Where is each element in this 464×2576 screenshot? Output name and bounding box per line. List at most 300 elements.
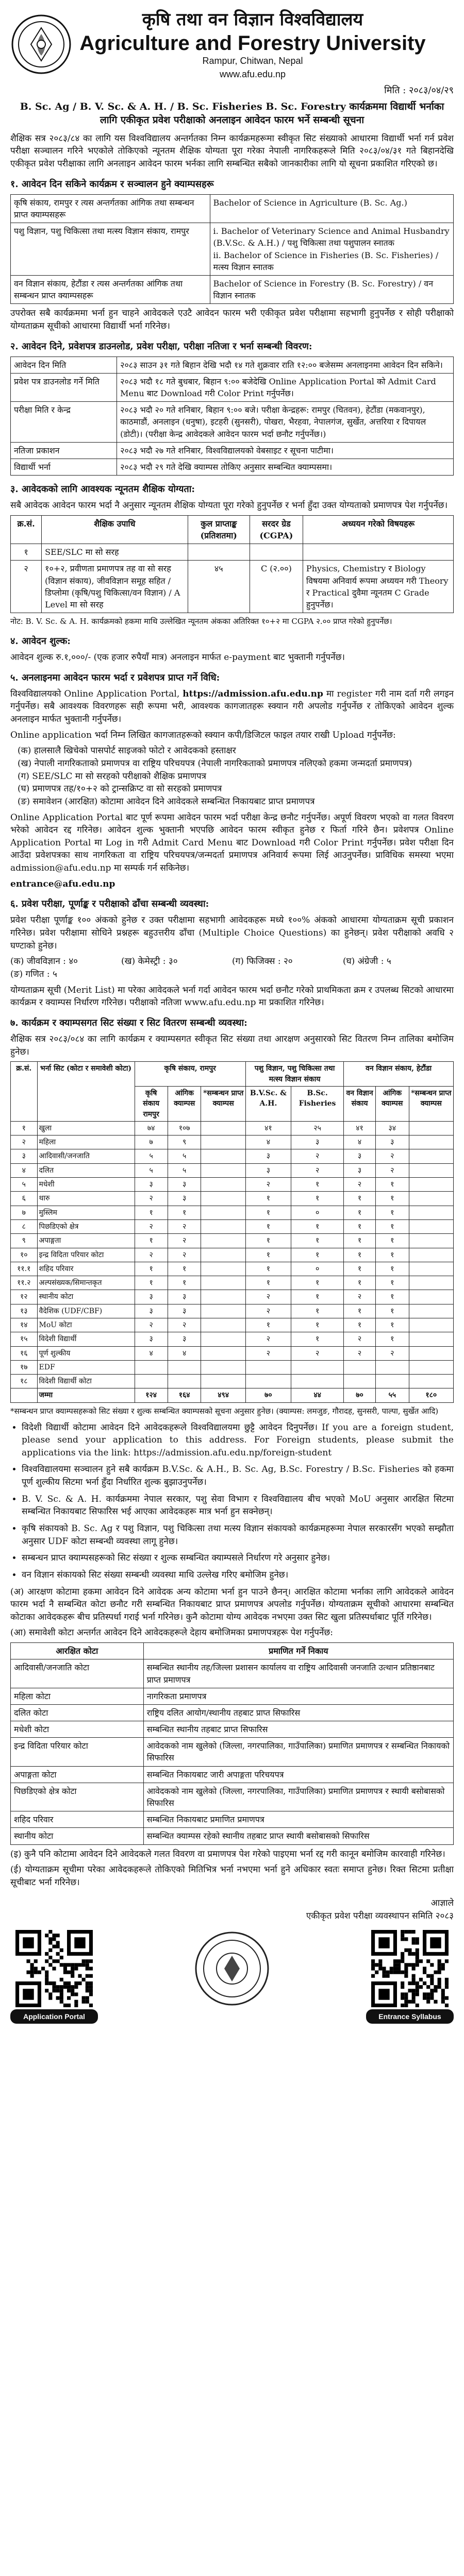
table-cell: १ [375, 1318, 409, 1332]
table-cell: ४४ [291, 1388, 343, 1402]
table-cell: वैदेशिक (UDF/CBF) [37, 1304, 135, 1318]
table-cell: १ [375, 1178, 409, 1192]
table-cell: १ [344, 1234, 376, 1248]
table-cell: १ [375, 1248, 409, 1262]
table-row [11, 1375, 454, 1388]
qr-label: Entrance Syllabus [366, 2009, 454, 2024]
table-cell: २ [245, 1304, 291, 1318]
table-cell [135, 1360, 168, 1374]
table-cell: १५ [11, 1332, 38, 1346]
table-cell: पूर्ण शुल्कीय [37, 1346, 135, 1360]
subject-item: (ग) फिजिक्स : २० [232, 956, 293, 967]
program-cell [210, 223, 453, 276]
schedule-key: विद्यार्थी भर्ना [11, 459, 117, 475]
table-cell: ६ [11, 1192, 38, 1206]
table-cell: १ [291, 1304, 343, 1318]
table-cell: १ [245, 1248, 291, 1262]
table-cell: सम्बन्धित निकायबाट प्रमाणित प्रमाणपत्र [143, 1811, 453, 1828]
schedule-value: २०८३ भदौ २७ गते शनिबार, विश्वविद्यालयको वेबसाइट र सूचना पाटीमा। [117, 442, 454, 459]
notice-date: मिति : २०८३/०४/२९ [384, 85, 454, 96]
table-cell: मुस्लिम [37, 1206, 135, 1219]
table-row [11, 1704, 454, 1721]
table-cell [409, 1136, 453, 1149]
list-item: (ख) नेपाली नागरिकताको प्रमाणपत्र वा राष्ट्रिय परिचयपत्र (नेपाली नागरिकताको प्रमाणपत्र नलिएको हकमा जन्मदर्ता प्रमाणपत्र) [18, 758, 412, 769]
table-cell: ४१ [344, 1121, 376, 1135]
table-cell [201, 1136, 245, 1149]
table-cell: १२ [11, 1290, 38, 1304]
table-cell [409, 1192, 453, 1206]
table-cell: २ [291, 1149, 343, 1163]
table-cell: २ [344, 1332, 376, 1346]
section-1-note: उपरोक्त सबै कार्यक्रममा भर्ना हुन चाहने आवेदकले एउटै आवेदन फारम भरी एकीकृत प्रवेश परीक्षामा सहभागी हुनुपर्नेछ र सोही परीक्षाको योग्यताक्रम सूचीको आधारमा विद्यार्थी भर्ना गरिनेछ। [10, 308, 454, 331]
table-cell: ३ [245, 1149, 291, 1163]
table-cell: सम्बन्धित स्थानीय तह/जिल्ला प्रशासन कार्यालय वा राष्ट्रिय आदिवासी जनजाति उत्थान प्रतिष्ठानबाट प्राप्त प्रमाणपत्र [143, 1659, 453, 1688]
table-cell [409, 1332, 453, 1346]
table-row [11, 275, 454, 303]
table-cell [201, 1234, 245, 1248]
column-header: कुल प्राप्ताङ्क (प्रतिशतमा) [188, 515, 250, 544]
contact-email-link[interactable]: entrance@afu.edu.np [10, 878, 115, 889]
table-cell: १०+२, प्रवीणता प्रमाणपत्र तह वा सो सरह (विज्ञान संकाय), जीवविज्ञान समूह सहित / डिप्लोमा (कृषि/पशु चिकित्सा/वन विज्ञान) / A Level मा सो सरह [42, 561, 188, 613]
table-cell: ३ [344, 1149, 376, 1163]
section-7-intro: शैक्षिक सत्र २०८३/०८४ का लागि कार्यक्रम र क्याम्पसगत स्वीकृत सिट संख्या तथा आरक्षण अनुसारको सिट वितरण निम्न तालिका बमोजिम हुनेछ। [10, 1034, 454, 1057]
table-cell: १ [168, 1262, 201, 1276]
signature-block [10, 1897, 454, 1922]
table-cell: १ [168, 1206, 201, 1219]
qr-code-icon [15, 1930, 93, 2007]
table-cell: १ [245, 1219, 291, 1233]
table-cell [409, 1360, 453, 1374]
table-cell: ७ [11, 1206, 38, 1219]
application-portal-qr[interactable] [10, 1930, 98, 2024]
table-cell: ५ [168, 1163, 201, 1177]
column-header: *सम्बन्धन प्राप्त क्याम्पस [409, 1086, 453, 1121]
program-line: ii. Bachelor of Science in Fisheries (B. Sc. Fisheries) / मत्स्य विज्ञान स्नातक [213, 250, 439, 272]
table-cell [201, 1149, 245, 1163]
table-row [11, 1234, 454, 1248]
table-cell: ३ [135, 1304, 168, 1318]
table-cell [409, 1304, 453, 1318]
table-cell: २ [11, 1136, 38, 1149]
table-cell: ९ [168, 1136, 201, 1149]
group-header: पशु विज्ञान, पशु चिकित्सा तथा मत्स्य विज्ञान संकाय [245, 1062, 343, 1087]
schedule-key: नतिजा प्रकाशन [11, 442, 117, 459]
table-cell: ४१ [245, 1121, 291, 1135]
column-header: भर्ना सिट (कोटा र समावेशी कोटा) [37, 1062, 135, 1121]
table-cell [409, 1206, 453, 1219]
table-cell: ३ [375, 1136, 409, 1149]
table-header-row [11, 1643, 454, 1659]
table-cell: आवेदकको नाम खुलेको (जिल्ला, नगरपालिका, गाउँपालिका) प्रमाणित प्रमाणपत्र र सम्बन्धित निकायको सिफारिस [143, 1738, 453, 1766]
list-item: • वन विज्ञान संकायको सिट संख्या सम्बन्धी व्यवस्था माथि उल्लेख गरिए बमोजिम हुनेछ। [22, 1569, 454, 1582]
table-cell: २ [375, 1149, 409, 1163]
table-cell: १ [375, 1332, 409, 1346]
table-cell: २ [168, 1248, 201, 1262]
table-row [11, 1766, 454, 1783]
table-row [11, 561, 454, 613]
column-header: क्र.सं. [11, 515, 42, 544]
table-cell: अल्पसंख्यक/सिमान्तकृत [37, 1276, 135, 1290]
schedule-value: २०८३ भदौ २० गते शनिबार, बिहान ९:०० बजे। परीक्षा केन्द्रहरू: रामपुर (चितवन), हेटौंडा (मकवानपुर), काठमाडौं, अनलाइन (धनुषा), इटहरी (सुनसरी), पोखरा, भैरहवा, नेपालगंज, सुर्खेत, अत्तरिया र दिपायल (डोटी)। (परीक्षा केन्द्र आवेदकले आवेदन फारम भर्दा छनौट गर्नुपर्नेछ।) [117, 402, 454, 443]
section-6-para-1: प्रवेश परीक्षा पूर्णाङ्क १०० अंकको हुनेछ र उक्त परीक्षामा सहभागी आवेदकहरू मध्ये १००% अंकको आधारमा योग्यताक्रम सूची प्रकाशन गरिनेछ। प्रवेश परीक्षामा सोधिने प्रश्नहरू बहुउत्तरीय ढाँचा (Multiple Choice Questions) का हुनेछन्। प्रवेश परीक्षाको अवधि २ घण्टाको हुनेछ। [10, 915, 454, 951]
table-cell: आदिवासी/जनजाति कोटा [11, 1659, 144, 1688]
table-cell: १ [11, 544, 42, 561]
table-cell: २ [135, 1248, 168, 1262]
table-cell: ३ [344, 1163, 376, 1177]
university-website[interactable]: www.afu.edu.np [219, 69, 286, 80]
table-cell: १ [245, 1276, 291, 1290]
schedule-key: परीक्षा मिति र केन्द्र [11, 402, 117, 443]
table-cell: १ [11, 1121, 38, 1135]
table-row [11, 1178, 454, 1192]
section-6-para-2: योग्यताक्रम सूची (Merit List) मा परेका आवेदकले भर्ना गर्दा आवेदन फारम भर्दा छनौट गरेको प्राथमिकता क्रम र उपलब्ध सिटको आधारमा कार्यक्रम र क्याम्पस निर्धारण गरिनेछ। परीक्षाको नतिजा www.afu.edu.np मा प्रकाशित गरिनेछ। [10, 985, 454, 1008]
table-cell: १३ [11, 1304, 38, 1318]
table-cell: MoU कोटा [37, 1318, 135, 1332]
table-cell: दलित कोटा [11, 1704, 144, 1721]
table-cell [409, 1121, 453, 1135]
notice-page [10, 0, 454, 2024]
table-cell: C (२.००) [250, 561, 303, 613]
table-row [11, 1721, 454, 1738]
table-cell: महिला कोटा [11, 1688, 144, 1704]
letterhead [10, 7, 454, 81]
table-cell: १ [375, 1304, 409, 1318]
section-3-title: ३. आवेदकको लागि आवश्यक न्यूनतम शैक्षिक योग्यता: [10, 484, 195, 495]
table-cell: १ [291, 1192, 343, 1206]
table-cell: खुला [37, 1121, 135, 1135]
table-cell: स्थानीय कोटा [11, 1828, 144, 1844]
table-cell [409, 1290, 453, 1304]
column-header: *सम्बन्धन प्राप्त क्याम्पस [201, 1086, 245, 1121]
table-row [11, 1290, 454, 1304]
table-cell: १० [11, 1248, 38, 1262]
table-cell [201, 1192, 245, 1206]
section-5-para-2: Online application भर्दा निम्न लिखित कागजातहरूको स्क्यान कपी/डिजिटल फाइल तयार राखी Upload गर्नुपर्नेछ: [10, 730, 396, 740]
table-row [11, 1828, 454, 1844]
table-cell: ४५ [188, 561, 250, 613]
table-cell: ७० [344, 1388, 376, 1402]
section-5-para-3: Online Application Portal बाट पूर्ण रूपमा आवेदन फारम भर्दा परीक्षा केन्द्र छनौट गर्नुपर्नेछ। अपूर्ण विवरण भएको वा गलत विवरण भरेको आवेदन रद्द गरिनेछ। आवेदन शुल्क भुक्तानी भएपछि आवेदन फारम स्वीकृत हुनेछ र फिर्ता गरिने छैन। प्रवेशपत्र Online Application Portal मा Log in गरी Admit Card Menu बाट Download गरी Color Print गर्नुपर्नेछ। प्रवेश परीक्षा दिन आउँदा प्रवेशपत्रका साथ नागरिकता वा राष्ट्रिय परिचयपत्र/जन्मदर्ता प्रमाणपत्र अनिवार्य रूपमा लिई आउनुपर्नेछ। प्राविधिक समस्या भएमा admission@afu.edu.np मा सम्पर्क गर्न सकिनेछ। [10, 812, 454, 874]
table-cell: Physics, Chemistry र Biology विषयमा अनिवार्य रूपमा अध्ययन गरी Theory र Practical दुवैमा न्यूनतम C Grade हुनुपर्नेछ। [303, 561, 453, 613]
table-cell: पिछडिएको क्षेत्र कोटा [11, 1783, 144, 1811]
table-cell: आवेदकको नाम खुलेको (जिल्ला, नगरपालिका, गाउँपालिका) प्रमाणित प्रमाणपत्र र स्थायी बसोबासको सिफारिस [143, 1783, 453, 1811]
campus-cell: पशु विज्ञान, पशु चिकित्सा तथा मत्स्य विज्ञान संकाय, रामपुर [11, 223, 210, 276]
schedule-table [10, 357, 454, 476]
list-item: (घ) प्रमाणपत्र तह/१०+२ को ट्रान्सक्रिप्ट वा सो सरहको प्रमाणपत्र [18, 784, 222, 794]
column-header: क्र.सं. [11, 1062, 38, 1121]
table-cell: ८ [11, 1219, 38, 1233]
table-row [11, 1163, 454, 1177]
table-row [11, 1276, 454, 1290]
column-header: कृषि संकाय रामपुर [135, 1086, 168, 1121]
table-header-row [11, 515, 454, 544]
table-cell: ३ [168, 1290, 201, 1304]
table-row [11, 1811, 454, 1828]
table-cell: १ [344, 1304, 376, 1318]
admission-portal-link[interactable]: https://admission.afu.edu.np [183, 688, 323, 699]
section-5-title: ५. अनलाइनमा आवेदन फारम भर्दा र प्रवेशपत्र प्राप्त गर्ने विधि: [10, 672, 220, 683]
table-cell: ५ [135, 1149, 168, 1163]
table-cell: सम्बन्धित क्याम्पस रहेको स्थानीय तहबाट प्राप्त स्थायी बसोबासको सिफारिस [143, 1828, 453, 1844]
table-cell: १६ [11, 1346, 38, 1360]
table-cell: विदेशी विद्यार्थी कोटा [37, 1375, 135, 1388]
table-row [11, 1688, 454, 1704]
table-cell [344, 1360, 376, 1374]
table-row [11, 1219, 454, 1233]
table-cell: १ [291, 1234, 343, 1248]
university-seal-icon [193, 1930, 271, 2007]
university-name-np: कृषि तथा वन विज्ञान विश्वविद्यालय [142, 9, 363, 30]
table-cell: २ [135, 1318, 168, 1332]
table-cell: २ [11, 561, 42, 613]
table-cell [291, 1360, 343, 1374]
section-7-note: *सम्बन्धन प्राप्त क्याम्पसहरूको सिट संख्या र शुल्क सम्बन्धित क्याम्पसको सूचना अनुसार हुनेछ। (क्याम्पस: लमजुङ, गौरादह, सुनसरी, पाल्पा, सुर्खेत आदि) [10, 1406, 439, 1416]
table-cell [201, 1276, 245, 1290]
table-cell: मधेशी [37, 1178, 135, 1192]
table-cell: ३ [245, 1163, 291, 1177]
table-cell [188, 544, 250, 561]
table-cell: ४ [344, 1136, 376, 1149]
table-cell: ३ [291, 1136, 343, 1149]
section-6-title: ६. प्रवेश परीक्षा, पूर्णाङ्क र परीक्षाको ढाँचा सम्बन्धी व्यवस्था: [10, 899, 209, 910]
table-cell: १ [291, 1332, 343, 1346]
table-cell [168, 1375, 201, 1388]
table-cell [409, 1262, 453, 1276]
table-cell: १ [375, 1206, 409, 1219]
table-row [11, 402, 454, 443]
table-row [11, 1783, 454, 1811]
table-row [11, 1360, 454, 1374]
table-cell [245, 1375, 291, 1388]
table-cell: २ [135, 1219, 168, 1233]
section-4-title: ४. आवेदन शुल्क: [10, 635, 71, 647]
table-row [11, 1192, 454, 1206]
table-cell: १७ [11, 1360, 38, 1374]
table-cell: २ [245, 1290, 291, 1304]
table-cell [201, 1248, 245, 1262]
table-cell: १ [245, 1262, 291, 1276]
table-cell: १४ [11, 1318, 38, 1332]
table-row [11, 1248, 454, 1262]
table-cell: १६४ [168, 1388, 201, 1402]
section-3-note: नोट: B. V. Sc. & A. H. कार्यक्रमको हकमा माथि उल्लेखित न्यूनतम अंकका अतिरिक्त १०+२ मा CGPA २.०० प्राप्त गरेको हुनुपर्नेछ। [10, 617, 392, 626]
column-header: आंगिक क्याम्पस [168, 1086, 201, 1121]
table-cell: २ [168, 1219, 201, 1233]
table-cell: ४ [135, 1346, 168, 1360]
important-notes-list [22, 1421, 454, 1582]
table-cell: १ [291, 1248, 343, 1262]
table-cell: २ [344, 1346, 376, 1360]
table-cell: ४ [11, 1163, 38, 1177]
table-cell: २ [375, 1346, 409, 1360]
table-cell: १८ [11, 1375, 38, 1388]
table-cell: १ [168, 1276, 201, 1290]
table-cell [409, 1318, 453, 1332]
table-cell: ३ [135, 1178, 168, 1192]
table-cell: १ [245, 1234, 291, 1248]
table-cell: ५ [11, 1178, 38, 1192]
table-cell [409, 1178, 453, 1192]
table-cell: १ [291, 1178, 343, 1192]
table-header-row [11, 1062, 454, 1087]
table-cell [375, 1360, 409, 1374]
table-cell: सम्बन्धित निकायबाट जारी अपाङ्गता परिचयपत्र [143, 1766, 453, 1783]
program-cell: Bachelor of Science in Forestry (B. Sc. Forestry) / वन विज्ञान स्नातक [210, 275, 453, 303]
table-cell: १०७ [168, 1121, 201, 1135]
table-row [11, 1121, 454, 1135]
university-location: Rampur, Chitwan, Nepal [202, 56, 303, 66]
table-cell: शहिद परिवार [11, 1811, 144, 1828]
list-item: • विश्वविद्यालयमा सञ्चालन हुने सबै कार्यक्रम B.V.Sc. & A.H., B. Sc. Ag, B.Sc. Forestry / B.Sc. Fisheries को हकमा पूर्ण शुल्कीय सिटमा भर्ना हुँदा निर्धारित शुल्क बुझाउनुपर्नेछ। [22, 1463, 454, 1488]
quota-certificate-table [10, 1642, 454, 1844]
table-cell [201, 1163, 245, 1177]
qr-code-icon [371, 1930, 449, 2007]
table-cell: आदिवासी/जनजाति [37, 1149, 135, 1163]
section-5-para-1 [10, 688, 454, 726]
table-cell: २ [168, 1234, 201, 1248]
table-cell: २ [245, 1346, 291, 1360]
table-cell: १ [135, 1262, 168, 1276]
table-cell: दलित [37, 1163, 135, 1177]
schedule-value: २०८३ साउन ३१ गते बिहान देखि भदौ १४ गते शुक्रवार राति १२:०० बजेसम्म अनलाइनमा आवेदन दिन सकिने। [117, 357, 454, 373]
text-span: मा register गरी नाम दर्ता गरी लगइन गर्नुपर्नेछ। सबै आवश्यक विवरणहरू सही रूपमा भरी, आवश्यक कागजातहरू स्क्यान गरी अपलोड गर्नुपर्नेछ र तोकिएको आवेदन शुल्क अनलाइन मार्फत भुक्तानी गर्नुपर्नेछ। [10, 688, 454, 725]
table-cell [201, 1346, 245, 1360]
table-cell: पिछडिएको क्षेत्र [37, 1219, 135, 1233]
table-cell [375, 1375, 409, 1388]
table-cell: ४ [168, 1346, 201, 1360]
table-row [11, 223, 454, 276]
table-cell: १ [344, 1206, 376, 1219]
table-cell: १ [375, 1290, 409, 1304]
table-cell: २ [245, 1178, 291, 1192]
table-cell: १ [291, 1290, 343, 1304]
table-row [11, 1332, 454, 1346]
table-cell: २ [375, 1163, 409, 1177]
table-cell: ३ [168, 1332, 201, 1346]
table-cell: १ [135, 1234, 168, 1248]
table-cell [409, 1163, 453, 1177]
table-cell [409, 1149, 453, 1163]
table-cell: १ [291, 1276, 343, 1290]
seat-table-body [11, 1121, 454, 1402]
table-row [11, 544, 454, 561]
table-cell: १ [375, 1276, 409, 1290]
contact-email [10, 878, 454, 891]
subject-item: (क) जीवविज्ञान : ४० [10, 956, 78, 967]
column-header: अध्ययन गरेको विषयहरू [303, 515, 453, 544]
subject-item: (ङ) गणित : ५ [10, 969, 57, 980]
table-cell: १२४ [135, 1388, 168, 1402]
table-cell: शहिद परिवार [37, 1262, 135, 1276]
table-cell: ११.२ [11, 1276, 38, 1290]
table-cell [201, 1178, 245, 1192]
table-cell: १८० [409, 1388, 453, 1402]
table-cell [135, 1375, 168, 1388]
table-cell [201, 1121, 245, 1135]
entrance-syllabus-qr[interactable] [366, 1930, 454, 2024]
table-cell [291, 1375, 343, 1388]
table-cell: ७४ [135, 1121, 168, 1135]
table-cell: ३ [11, 1149, 38, 1163]
list-item: • B. V. Sc. & A. H. कार्यक्रममा नेपाल सरकार, पशु सेवा विभाग र विश्वविद्यालय बीच भएको MoU अनुसार आरक्षित सिटमा सम्बन्धित निकायबाट सिफारिस भई आएका आवेदकहरू मात्र भर्ना हुन सक्नेछन्। [22, 1493, 454, 1518]
column-header: आरक्षित कोटा [11, 1643, 144, 1659]
campus-cell: कृषि संकाय, रामपुर र त्यस अन्तर्गतका आंगिक तथा सम्बन्धन प्राप्त क्याम्पसहरू [11, 194, 210, 223]
table-row [11, 357, 454, 373]
table-row [11, 1304, 454, 1318]
table-cell: नागरिकता प्रमाणपत्र [143, 1688, 453, 1704]
table-cell: १ [344, 1318, 376, 1332]
table-cell: ३४ [375, 1121, 409, 1135]
table-row [11, 1318, 454, 1332]
section-1-title: १. आवेदन दिन सकिने कार्यक्रम र सञ्चालन हुने क्याम्पसहरू [10, 178, 214, 190]
list-item: (ङ) समावेशन (आरक्षित) कोटामा आवेदन दिने आवेदकले सम्बन्धित निकायबाट प्राप्त प्रमाणपत्र [18, 796, 315, 807]
qr-code-row [10, 1930, 454, 2024]
documents-list [18, 744, 454, 808]
table-cell: इन्द्र विदिता परियार कोटा [11, 1738, 144, 1766]
table-cell: १ [245, 1206, 291, 1219]
table-cell [409, 1248, 453, 1262]
table-cell: ७० [245, 1388, 291, 1402]
table-cell: ४९४ [201, 1388, 245, 1402]
table-row [11, 1262, 454, 1276]
table-cell: १ [375, 1219, 409, 1233]
intro-paragraph: शैक्षिक सत्र २०८३/८४ का लागि यस विश्वविद्यालय अन्तर्गतका निम्न कार्यक्रमहरूमा स्वीकृत सिट संख्याको आधारमा विद्यार्थी भर्ना गर्न प्रवेश परीक्षा सञ्चालन गरिने भएकोले तोकिएको न्यूनतम शैक्षिक योग्यता पूरा गरेका नेपाली नागरिकहरूले मिति २०८३/०४/३१ गते बिहानदेखि एकीकृत प्रवेश परीक्षाका लागि अनलाइन आवेदन फारम भर्नका लागि सम्बन्धित सबैको जानकारीका लागि यो सूचना प्रकाशित गरिएको छ। [10, 133, 454, 170]
table-cell: १ [135, 1206, 168, 1219]
table-cell [201, 1262, 245, 1276]
list-item: • विदेशी विद्यार्थी कोटामा आवेदन दिने आवेदकहरूले विश्वविद्यालयमा छुट्टै आवेदन दिनुपर्नेछ। If you are a foreign student, please send your application to this address. For Foreign students, please submit the applications via the link: https://admission.afu.edu.np/foreign-student [22, 1421, 454, 1460]
table-cell: ० [291, 1206, 343, 1219]
table-cell: १ [291, 1219, 343, 1233]
table-cell: १ [344, 1262, 376, 1276]
column-header: वन विज्ञान संकाय [344, 1086, 376, 1121]
table-cell: १ [291, 1318, 343, 1332]
schedule-value: २०८३ भदौ १८ गते बुधबार, बिहान ९:०० बजेदेखि Online Application Portal को Admit Card Menu बाट Download गरी Color Print गर्नुपर्नेछ। [117, 373, 454, 401]
list-item: • कृषि संकायको B. Sc. Ag र पशु विज्ञान, पशु चिकित्सा तथा मत्स्य विज्ञान संकायको कार्यक्रमहरूमा नेपाल सरकारसँग भएको सम्झौता अनुसार UDF कोटा सम्बन्धी व्यवस्था लागू हुनेछ। [22, 1522, 454, 1548]
table-cell: २ [168, 1318, 201, 1332]
group-header: कृषि संकाय, रामपुर [135, 1062, 245, 1087]
seat-distribution-table [10, 1061, 454, 1402]
table-cell: अपाङ्गता कोटा [11, 1766, 144, 1783]
section-9-para-1: (अ) आरक्षण कोटामा हकमा आवेदन दिने आवेदक अन्य कोटामा भर्ना हुन पाउने छैनन्। आरक्षित कोटामा भर्नाका लागि आवेदकले आवेदन फारम भर्दा नै सम्बन्धित कोटा छनौट गरी सम्बन्धित निकायबाट प्राप्त प्रमाणपत्र अपलोड गर्नुपर्नेछ। योग्यताक्रम सूचीको आधारमा सम्बन्धित कोटाका आवेदकहरू बीच प्रतिस्पर्धा गराई भर्ना गरिनेछ। कुनै कोटामा योग्य आवेदक नभएमा उक्त सिट खुला प्रतिस्पर्धाबाट पूर्ति गरिनेछ। [10, 1586, 454, 1622]
table-cell [11, 1388, 38, 1402]
table-cell [250, 544, 303, 561]
table-cell: SEE/SLC मा सो सरह [42, 544, 188, 561]
programs-table [10, 194, 454, 304]
table-cell: इन्द्र विदिता परियार कोटा [37, 1248, 135, 1262]
table-cell: १ [245, 1318, 291, 1332]
table-cell: ७ [135, 1136, 168, 1149]
university-name-en: Agriculture and Forestry University [79, 32, 426, 55]
table-cell: २ [135, 1192, 168, 1206]
qr-label: Application Portal [10, 2009, 98, 2024]
table-cell [201, 1206, 245, 1219]
table-cell: ५ [135, 1163, 168, 1177]
table-cell: २ [291, 1163, 343, 1177]
table-cell: अपाङ्गता [37, 1234, 135, 1248]
table-cell: ० [291, 1262, 343, 1276]
table-cell: ११.१ [11, 1262, 38, 1276]
section-9-para-2: (आ) समावेशी कोटा अन्तर्गत आवेदन दिने आवेदकहरूले देहाय बमोजिमका प्रमाणपत्रहरू पेश गर्नुपर्नेछ: [10, 1628, 333, 1638]
subject-marks [10, 955, 454, 980]
table-row [11, 373, 454, 401]
table-cell: १ [344, 1192, 376, 1206]
table-cell: १ [245, 1192, 291, 1206]
table-row [11, 459, 454, 475]
table-cell [201, 1304, 245, 1318]
table-cell: ३ [135, 1332, 168, 1346]
table-cell: सम्बन्धित स्थानीय तहबाट प्राप्त सिफारिस [143, 1721, 453, 1738]
table-row [11, 1659, 454, 1688]
